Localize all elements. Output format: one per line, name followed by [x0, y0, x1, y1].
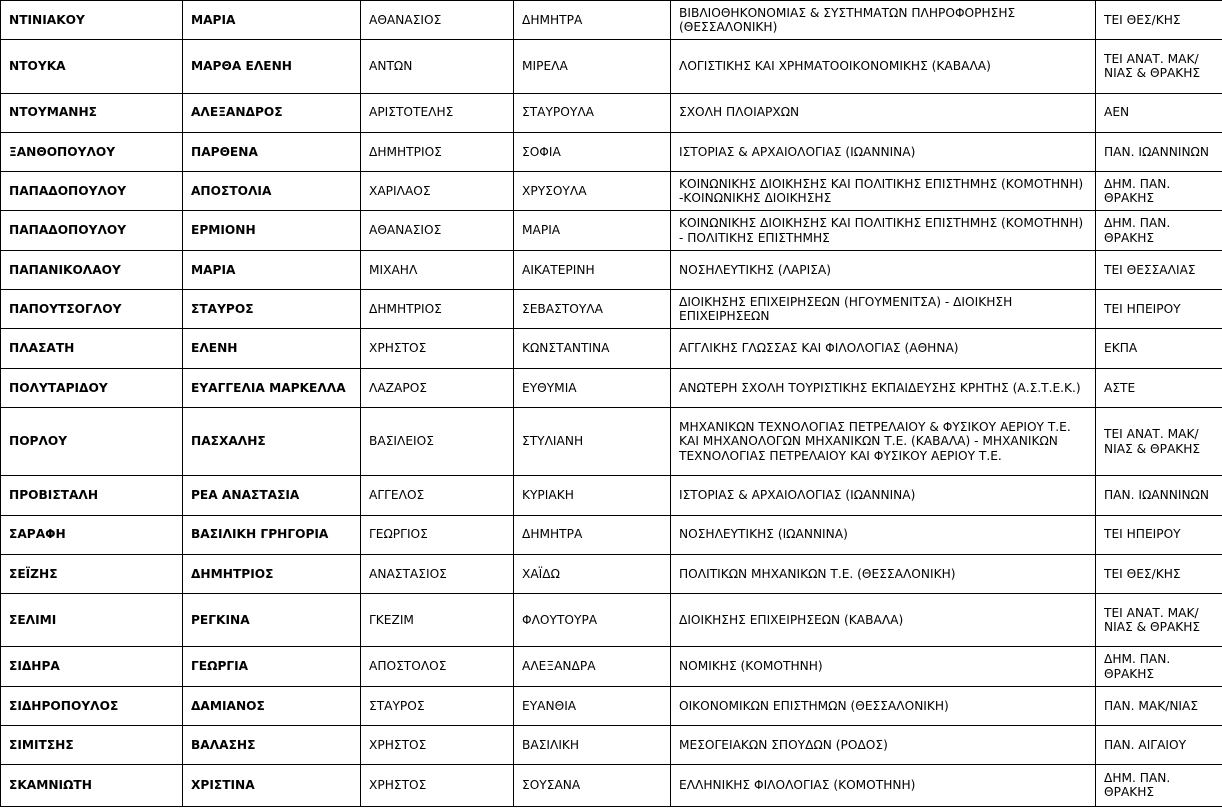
department-cell: ΛΟΓΙΣΤΙΚΗΣ ΚΑΙ ΧΡΗΜΑΤΟΟΙΚΟΝΟΜΙΚΗΣ (ΚΑΒΑΛΑ)	[671, 40, 1096, 93]
department-cell: ΝΟΣΗΛΕΥΤΙΚΗΣ (ΛΑΡΙΣΑ)	[671, 250, 1096, 289]
department-cell: ΚΟΙΝΩΝΙΚΗΣ ΔΙΟΙΚΗΣΗΣ ΚΑΙ ΠΟΛΙΤΙΚΗΣ ΕΠΙΣΤΗΜΗΣ (ΚΟΜΟΤΗΝΗ) - ΠΟΛΙΤΙΚΗΣ ΕΠΙΣΤΗΜΗΣ	[671, 211, 1096, 250]
mother-name-cell: ΣΤΥΛΙΑΝΗ	[514, 407, 671, 475]
mother-name-cell: ΣΕΒΑΣΤΟΥΛΑ	[514, 290, 671, 329]
table-row	[1, 172, 1222, 211]
table-row	[1, 594, 1222, 647]
first-name-cell: ΜΑΡΙΑ	[183, 1, 361, 40]
first-name-cell: ΜΑΡΘΑ ΕΛΕΝΗ	[183, 40, 361, 93]
mother-name-cell: ΧΡΥΣΟΥΛΑ	[514, 172, 671, 211]
institution-cell: ΠΑΝ. ΜΑΚ/ΝΙΑΣ	[1096, 686, 1222, 725]
father-name-cell: ΓΕΩΡΓΙΟΣ	[361, 515, 514, 554]
mother-name-cell: ΚΩΝΣΤΑΝΤΙΝΑ	[514, 329, 671, 368]
table-row	[1, 726, 1222, 765]
table-row	[1, 250, 1222, 289]
first-name-cell: ΠΑΡΘΕΝΑ	[183, 132, 361, 171]
mother-name-cell: ΜΑΡΙΑ	[514, 211, 671, 250]
father-name-cell: ΔΗΜΗΤΡΙΟΣ	[361, 290, 514, 329]
surname-cell: ΠΑΠΟΥΤΣΟΓΛΟΥ	[1, 290, 183, 329]
department-cell: ΙΣΤΟΡΙΑΣ & ΑΡΧΑΙΟΛΟΓΙΑΣ (ΙΩΑΝΝΙΝΑ)	[671, 476, 1096, 515]
table-row	[1, 211, 1222, 250]
surname-cell: ΣΙΜΙΤΣΗΣ	[1, 726, 183, 765]
father-name-cell: ΓΚΕΖΙΜ	[361, 594, 514, 647]
department-cell: ΔΙΟΙΚΗΣΗΣ ΕΠΙΧΕΙΡΗΣΕΩΝ (ΗΓΟΥΜΕΝΙΤΣΑ) - ΔΙΟΙΚΗΣΗ ΕΠΙΧΕΙΡΗΣΕΩΝ	[671, 290, 1096, 329]
first-name-cell: ΧΡΙΣΤΙΝΑ	[183, 765, 361, 806]
institution-cell: ΔΗΜ. ΠΑΝ. ΘΡΑΚΗΣ	[1096, 172, 1222, 211]
institution-cell: ΤΕΙ ΗΠΕΙΡΟΥ	[1096, 515, 1222, 554]
institution-cell: ΔΗΜ. ΠΑΝ. ΘΡΑΚΗΣ	[1096, 765, 1222, 806]
table-row	[1, 93, 1222, 132]
department-cell: ΒΙΒΛΙΟΘΗΚΟΝΟΜΙΑΣ & ΣΥΣΤΗΜΑΤΩΝ ΠΛΗΡΟΦΟΡΗΣΗΣ (ΘΕΣΣΑΛΟΝΙΚΗ)	[671, 1, 1096, 40]
institution-cell: ΔΗΜ. ΠΑΝ. ΘΡΑΚΗΣ	[1096, 211, 1222, 250]
department-cell: ΔΙΟΙΚΗΣΗΣ ΕΠΙΧΕΙΡΗΣΕΩΝ (ΚΑΒΑΛΑ)	[671, 594, 1096, 647]
surname-cell: ΝΤΟΥΜΑΝΗΣ	[1, 93, 183, 132]
first-name-cell: ΣΤΑΥΡΟΣ	[183, 290, 361, 329]
department-cell: ΝΟΣΗΛΕΥΤΙΚΗΣ (ΙΩΑΝΝΙΝΑ)	[671, 515, 1096, 554]
institution-cell: ΔΗΜ. ΠΑΝ. ΘΡΑΚΗΣ	[1096, 647, 1222, 686]
institution-cell: ΠΑΝ. ΑΙΓΑΙΟΥ	[1096, 726, 1222, 765]
department-cell: ΜΕΣΟΓΕΙΑΚΩΝ ΣΠΟΥΔΩΝ (ΡΟΔΟΣ)	[671, 726, 1096, 765]
mother-name-cell: ΑΙΚΑΤΕΡΙΝΗ	[514, 250, 671, 289]
first-name-cell: ΑΛΕΞΑΝΔΡΟΣ	[183, 93, 361, 132]
table-row	[1, 290, 1222, 329]
surname-cell: ΣΑΡΑΦΗ	[1, 515, 183, 554]
surname-cell: ΝΤΟΥΚΑ	[1, 40, 183, 93]
institution-cell: ΑΣΤΕ	[1096, 368, 1222, 407]
surname-cell: ΣΙΔΗΡΑ	[1, 647, 183, 686]
father-name-cell: ΧΡΗΣΤΟΣ	[361, 329, 514, 368]
surname-cell: ΠΑΠΑΝΙΚΟΛΑΟΥ	[1, 250, 183, 289]
institution-cell: ΠΑΝ. ΙΩΑΝΝΙΝΩΝ	[1096, 132, 1222, 171]
surname-cell: ΠΑΠΑΔΟΠΟΥΛΟΥ	[1, 211, 183, 250]
father-name-cell: ΑΘΑΝΑΣΙΟΣ	[361, 1, 514, 40]
surname-cell: ΠΟΡΛΟΥ	[1, 407, 183, 475]
father-name-cell: ΒΑΣΙΛΕΙΟΣ	[361, 407, 514, 475]
table-row	[1, 1, 1222, 40]
first-name-cell: ΑΠΟΣΤΟΛΙΑ	[183, 172, 361, 211]
first-name-cell: ΡΕΑ ΑΝΑΣΤΑΣΙΑ	[183, 476, 361, 515]
table-row	[1, 554, 1222, 593]
mother-name-cell: ΚΥΡΙΑΚΗ	[514, 476, 671, 515]
department-cell: ΕΛΛΗΝΙΚΗΣ ΦΙΛΟΛΟΓΙΑΣ (ΚΟΜΟΤΗΝΗ)	[671, 765, 1096, 806]
mother-name-cell: ΑΛΕΞΑΝΔΡΑ	[514, 647, 671, 686]
first-name-cell: ΒΑΛΑΣΗΣ	[183, 726, 361, 765]
department-cell: ΠΟΛΙΤΙΚΩΝ ΜΗΧΑΝΙΚΩΝ Τ.Ε. (ΘΕΣΣΑΛΟΝΙΚΗ)	[671, 554, 1096, 593]
mother-name-cell: ΜΙΡΕΛΑ	[514, 40, 671, 93]
institution-cell: ΤΕΙ ΑΝΑΤ. ΜΑΚ/ΝΙΑΣ & ΘΡΑΚΗΣ	[1096, 594, 1222, 647]
mother-name-cell: ΣΤΑΥΡΟΥΛΑ	[514, 93, 671, 132]
father-name-cell: ΑΡΙΣΤΟΤΕΛΗΣ	[361, 93, 514, 132]
mother-name-cell: ΒΑΣΙΛΙΚΗ	[514, 726, 671, 765]
department-cell: ΑΝΩΤΕΡΗ ΣΧΟΛΗ ΤΟΥΡΙΣΤΙΚΗΣ ΕΚΠΑΙΔΕΥΣΗΣ ΚΡΗΤΗΣ (Α.Σ.Τ.Ε.Κ.)	[671, 368, 1096, 407]
table-row	[1, 647, 1222, 686]
surname-cell: ΞΑΝΘΟΠΟΥΛΟΥ	[1, 132, 183, 171]
first-name-cell: ΔΑΜΙΑΝΟΣ	[183, 686, 361, 725]
mother-name-cell: ΔΗΜΗΤΡΑ	[514, 1, 671, 40]
surname-cell: ΠΛΑΣΑΤΗ	[1, 329, 183, 368]
table-row	[1, 40, 1222, 93]
department-cell: ΚΟΙΝΩΝΙΚΗΣ ΔΙΟΙΚΗΣΗΣ ΚΑΙ ΠΟΛΙΤΙΚΗΣ ΕΠΙΣΤΗΜΗΣ (ΚΟΜΟΤΗΝΗ) -ΚΟΙΝΩΝΙΚΗΣ ΔΙΟΙΚΗΣΗΣ	[671, 172, 1096, 211]
institution-cell: ΤΕΙ ΘΕΣ/ΚΗΣ	[1096, 554, 1222, 593]
institution-cell: ΤΕΙ ΑΝΑΤ. ΜΑΚ/ΝΙΑΣ & ΘΡΑΚΗΣ	[1096, 40, 1222, 93]
table-row	[1, 515, 1222, 554]
institution-cell: ΤΕΙ ΑΝΑΤ. ΜΑΚ/ΝΙΑΣ & ΘΡΑΚΗΣ	[1096, 407, 1222, 475]
father-name-cell: ΛΑΖΑΡΟΣ	[361, 368, 514, 407]
mother-name-cell: ΣΟΥΣΑΝΑ	[514, 765, 671, 806]
first-name-cell: ΡΕΓΚΙΝΑ	[183, 594, 361, 647]
father-name-cell: ΑΓΓΕΛΟΣ	[361, 476, 514, 515]
surname-cell: ΣΚΑΜΝΙΩΤΗ	[1, 765, 183, 806]
surname-cell: ΝΤΙΝΙΑΚΟΥ	[1, 1, 183, 40]
surname-cell: ΣΕΛΙΜΙ	[1, 594, 183, 647]
father-name-cell: ΑΘΑΝΑΣΙΟΣ	[361, 211, 514, 250]
father-name-cell: ΑΝΤΩΝ	[361, 40, 514, 93]
department-cell: ΙΣΤΟΡΙΑΣ & ΑΡΧΑΙΟΛΟΓΙΑΣ (ΙΩΑΝΝΙΝΑ)	[671, 132, 1096, 171]
mother-name-cell: ΕΥΑΝΘΙΑ	[514, 686, 671, 725]
mother-name-cell: ΣΟΦΙΑ	[514, 132, 671, 171]
table-row	[1, 686, 1222, 725]
first-name-cell: ΜΑΡΙΑ	[183, 250, 361, 289]
institution-cell: ΑΕΝ	[1096, 93, 1222, 132]
table-row	[1, 132, 1222, 171]
table-row	[1, 476, 1222, 515]
department-cell: ΑΓΓΛΙΚΗΣ ΓΛΩΣΣΑΣ ΚΑΙ ΦΙΛΟΛΟΓΙΑΣ (ΑΘΗΝΑ)	[671, 329, 1096, 368]
results-table-body	[1, 1, 1222, 807]
father-name-cell: ΧΡΗΣΤΟΣ	[361, 765, 514, 806]
first-name-cell: ΕΡΜΙΟΝΗ	[183, 211, 361, 250]
first-name-cell: ΕΥΑΓΓΕΛΙΑ ΜΑΡΚΕΛΛΑ	[183, 368, 361, 407]
mother-name-cell: ΔΗΜΗΤΡΑ	[514, 515, 671, 554]
first-name-cell: ΓΕΩΡΓΙΑ	[183, 647, 361, 686]
department-cell: ΣΧΟΛΗ ΠΛΟΙΑΡΧΩΝ	[671, 93, 1096, 132]
surname-cell: ΠΡΟΒΙΣΤΑΛΗ	[1, 476, 183, 515]
table-row	[1, 368, 1222, 407]
first-name-cell: ΕΛΕΝΗ	[183, 329, 361, 368]
father-name-cell: ΣΤΑΥΡΟΣ	[361, 686, 514, 725]
department-cell: ΜΗΧΑΝΙΚΩΝ ΤΕΧΝΟΛΟΓΙΑΣ ΠΕΤΡΕΛΑΙΟΥ & ΦΥΣΙΚΟΥ ΑΕΡΙΟΥ Τ.Ε. ΚΑΙ ΜΗΧΑΝΟΛΟΓΩΝ ΜΗΧΑΝΙΚΩΝ Τ.Ε. (ΚΑΒΑΛΑ) - ΜΗΧΑΝΙΚΩΝ ΤΕΧΝΟΛΟΓΙΑΣ ΠΕΤΡΕΛΑΙΟΥ ΚΑΙ ΦΥΣΙΚΟΥ ΑΕΡΙΟΥ Τ.Ε.	[671, 407, 1096, 475]
first-name-cell: ΔΗΜΗΤΡΙΟΣ	[183, 554, 361, 593]
first-name-cell: ΒΑΣΙΛΙΚΗ ΓΡΗΓΟΡΙΑ	[183, 515, 361, 554]
father-name-cell: ΧΑΡΙΛΑΟΣ	[361, 172, 514, 211]
institution-cell: ΤΕΙ ΘΕΣ/ΚΗΣ	[1096, 1, 1222, 40]
mother-name-cell: ΦΛΟΥΤΟΥΡΑ	[514, 594, 671, 647]
institution-cell: ΤΕΙ ΗΠΕΙΡΟΥ	[1096, 290, 1222, 329]
surname-cell: ΠΟΛΥΤΑΡΙΔΟΥ	[1, 368, 183, 407]
first-name-cell: ΠΑΣΧΑΛΗΣ	[183, 407, 361, 475]
table-row	[1, 765, 1222, 806]
department-cell: ΝΟΜΙΚΗΣ (ΚΟΜΟΤΗΝΗ)	[671, 647, 1096, 686]
institution-cell: ΤΕΙ ΘΕΣΣΑΛΙΑΣ	[1096, 250, 1222, 289]
surname-cell: ΠΑΠΑΔΟΠΟΥΛΟΥ	[1, 172, 183, 211]
father-name-cell: ΑΠΟΣΤΟΛΟΣ	[361, 647, 514, 686]
table-row	[1, 329, 1222, 368]
table-row	[1, 407, 1222, 475]
mother-name-cell: ΧΑΪΔΩ	[514, 554, 671, 593]
father-name-cell: ΜΙΧΑΗΛ	[361, 250, 514, 289]
father-name-cell: ΑΝΑΣΤΑΣΙΟΣ	[361, 554, 514, 593]
surname-cell: ΣΙΔΗΡΟΠΟΥΛΟΣ	[1, 686, 183, 725]
father-name-cell: ΔΗΜΗΤΡΙΟΣ	[361, 132, 514, 171]
department-cell: ΟΙΚΟΝΟΜΙΚΩΝ ΕΠΙΣΤΗΜΩΝ (ΘΕΣΣΑΛΟΝΙΚΗ)	[671, 686, 1096, 725]
mother-name-cell: ΕΥΘΥΜΙΑ	[514, 368, 671, 407]
surname-cell: ΣΕΪΖΗΣ	[1, 554, 183, 593]
institution-cell: ΠΑΝ. ΙΩΑΝΝΙΝΩΝ	[1096, 476, 1222, 515]
institution-cell: ΕΚΠΑ	[1096, 329, 1222, 368]
father-name-cell: ΧΡΗΣΤΟΣ	[361, 726, 514, 765]
